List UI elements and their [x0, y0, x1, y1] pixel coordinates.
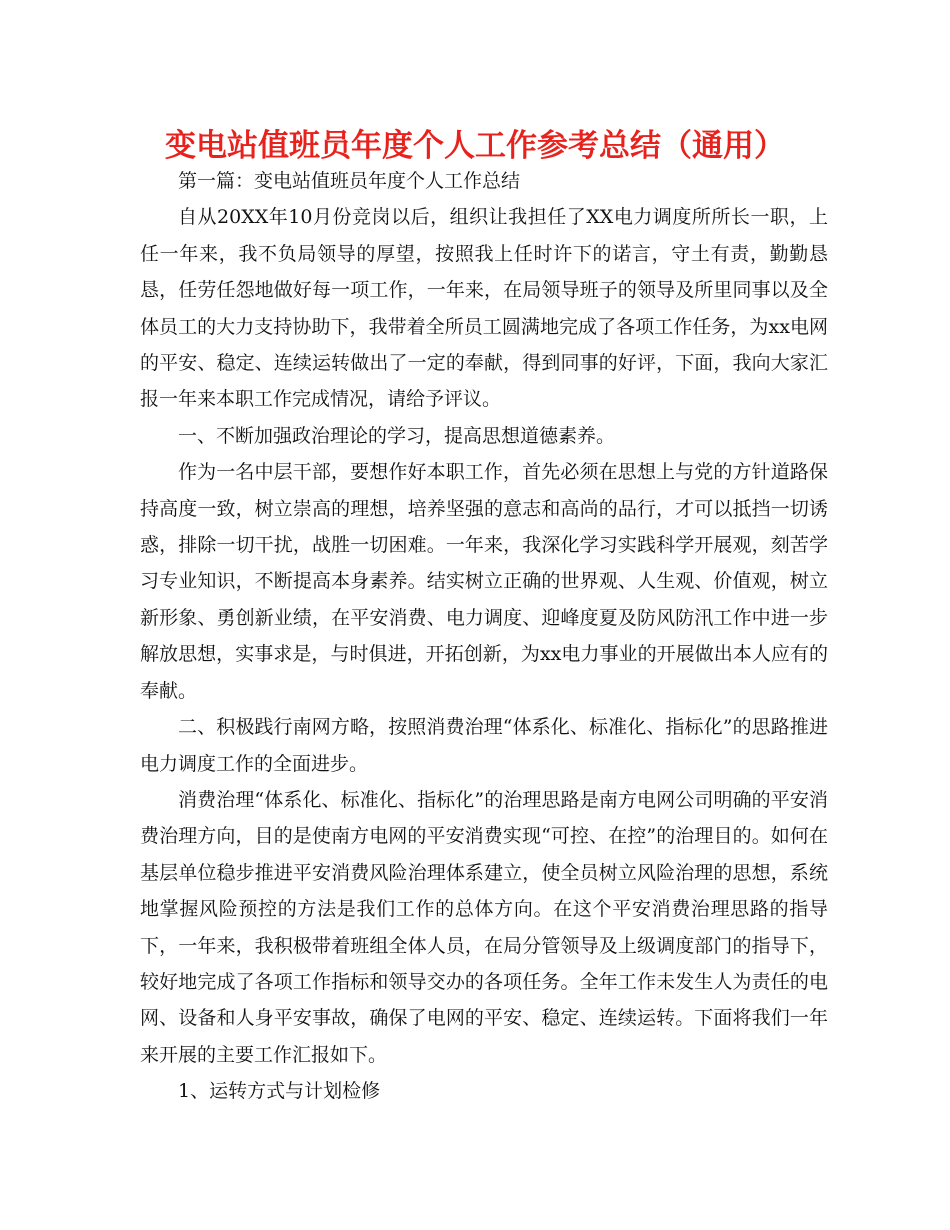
section-heading-1: 一、不断加强政治理论的学习，提高思想道德素养。 [178, 424, 616, 447]
document-title: 变电站值班员年度个人工作参考总结（通用） [165, 128, 785, 164]
subsection-heading-1: 1、运转方式与计划检修 [178, 1080, 381, 1103]
intro-paragraph: 自从20XX年10月份竞岗以后，组织让我担任了XX电力调度所所长一职，上任一年来，我不负局领导的厚望，按照我上任时许下的诺言，守土有责，勤勤恳恳，任劳任怨地做好每一项工作，一年来，在局领导班子的领导及所里同事以及全体员工的大力支持协助下，我带着全所员工圆满地完成了各项工作任务，为xx电网的平安、稳定、连续运转做出了一定的奉献，得到同事的好评，下面，我向大家汇报一年来本职工作完成情况，请给予评议。 [140, 206, 828, 411]
section-2-paragraph: 消费治理“体系化、标准化、指标化”的治理思路是南方电网公司明确的平安消费治理方向，目的是使南方电网的平安消费实现“可控、在控”的治理目的。如何在基层单位稳步推进平安消费风险治理体系建立，使全员树立风险治理的思想，系统地掌握风险预控的方法是我们工作的总体方向。在这个平安消费治理思路的指导下，一年来，我积极带着班组全体人员，在局分管领导及上级调度部门的指导下，较好地完成了各项工作指标和领导交办的各项任务。全年工作未发生人为责任的电网、设备和人身平安事故，确保了电网的平安、稳定、连续运转。下面将我们一年来开展的主要工作汇报如下。 [140, 788, 828, 1066]
section-1-paragraph: 作为一名中层干部，要想作好本职工作，首先必须在思想上与党的方针道路保持高度一致，树立崇高的理想，培养坚强的意志和高尚的品行，才可以抵挡一切诱惑，排除一切干扰，战胜一切困难。一年来，我深化学习实践科学开展观，刻苦学习专业知识，不断提高本身素养。结实树立正确的世界观、人生观、价值观，树立新形象、勇创新业绩，在平安消费、电力调度、迎峰度夏及防风防汛工作中进一步解放思想，实事求是，与时俱进，开拓创新，为xx电力事业的开展做出本人应有的奉献。 [140, 461, 828, 702]
section-heading-2: 二、积极践行南网方略，按照消费治理“体系化、标准化、指标化”的思路推进电力调度工作的全面进步。 [140, 716, 828, 775]
section-heading-first-article: 第一篇：变电站值班员年度个人工作总结 [178, 170, 521, 192]
document-body [140, 163, 828, 1110]
